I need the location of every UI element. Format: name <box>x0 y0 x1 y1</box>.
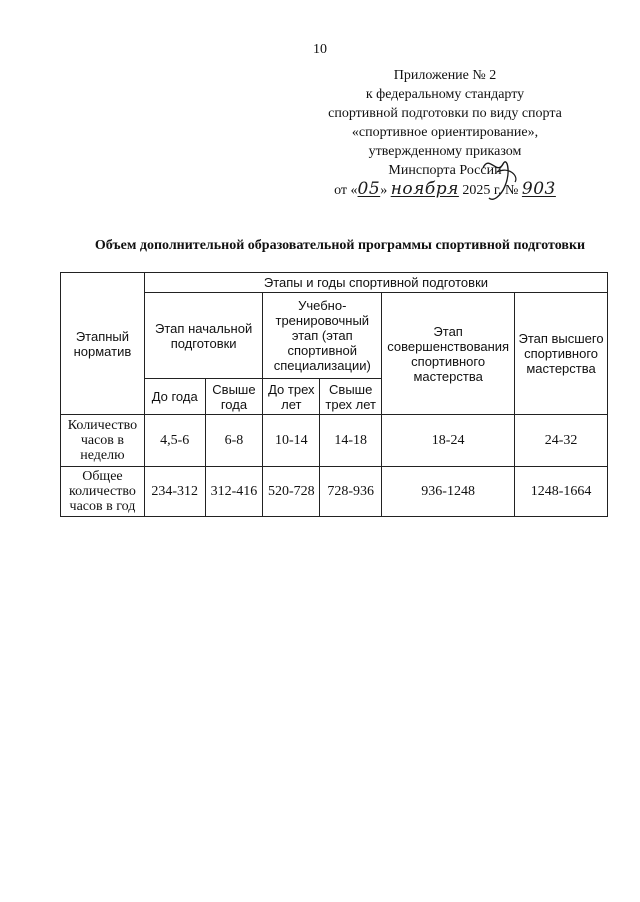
table-cell: 520-728 <box>263 467 320 517</box>
date-year: 2025 г. № <box>462 183 519 198</box>
table-cell: 728-936 <box>320 467 382 517</box>
table-row <box>61 415 608 467</box>
subheader-initial-over-year: Свыше года <box>205 379 263 415</box>
handwritten-day: 05 <box>357 179 381 199</box>
table-cell: 10-14 <box>263 415 320 467</box>
table-cell: 4,5-6 <box>144 415 205 467</box>
document-title: Объем дополнительной образовательной программы спортивной подготовки <box>94 238 586 253</box>
appendix-line-2: к федеральному стандарту <box>365 87 525 102</box>
date-mid: » <box>380 183 388 198</box>
appendix-line-5: утвержденному приказом <box>368 144 522 159</box>
header-stage-higher: Этап высшего спортивного мастерства <box>515 293 608 415</box>
table-cell: 6-8 <box>205 415 263 467</box>
appendix-block <box>300 66 590 200</box>
header-stage-training: Учебно-тренировочный этап (этап спортивной специализации) <box>263 293 382 379</box>
page-number: 10 <box>313 42 327 57</box>
table-cell: 936-1248 <box>382 467 515 517</box>
table-cell: 24-32 <box>515 415 608 467</box>
table-cell: 14-18 <box>320 415 382 467</box>
table-cell: 312-416 <box>205 467 263 517</box>
handwritten-month: ноября <box>390 179 459 199</box>
subheader-initial-up-to-year: До года <box>144 379 205 415</box>
table-cell: 234-312 <box>144 467 205 517</box>
header-stage-initial: Этап начальной подготовки <box>144 293 263 379</box>
appendix-line-4: «спортивное ориентирование», <box>351 125 539 140</box>
header-stage-improvement: Этап совершенствования спортивного мастерства <box>382 293 515 415</box>
subheader-training-up-to-three: До трех лет <box>263 379 320 415</box>
appendix-line-3: спортивной подготовки по виду спорта <box>328 106 562 121</box>
header-stages-group: Этапы и годы спортивной подготовки <box>144 273 607 293</box>
program-volume-table <box>60 272 608 517</box>
appendix-line-1: Приложение № 2 <box>393 68 497 83</box>
table-cell: 1248-1664 <box>515 467 608 517</box>
table-row <box>61 467 608 517</box>
date-prefix: от « <box>334 183 358 198</box>
row-label: Количество часов в неделю <box>61 415 145 467</box>
row-label: Общее количество часов в год <box>61 467 145 517</box>
subheader-training-over-three: Свыше трех лет <box>320 379 382 415</box>
signature-mark <box>475 146 545 206</box>
appendix-line-6: Минспорта России <box>388 163 502 178</box>
table-cell: 18-24 <box>382 415 515 467</box>
header-normative: Этапный норматив <box>61 273 145 415</box>
handwritten-order-number: 903 <box>521 179 556 199</box>
order-date-line <box>300 180 590 200</box>
